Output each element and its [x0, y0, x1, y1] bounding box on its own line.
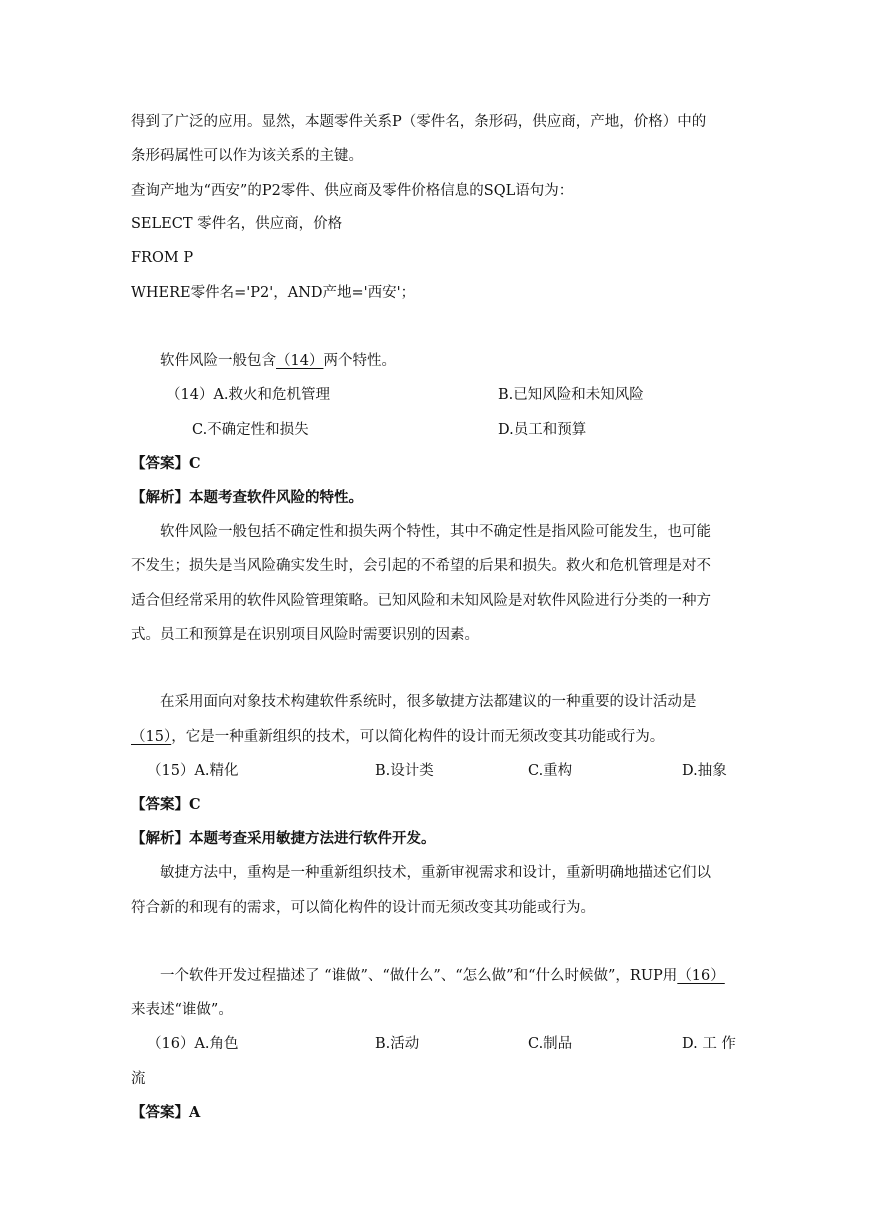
q16-option-c: C.制品: [528, 1036, 573, 1052]
q16-option-d: D. 工 作: [682, 1036, 736, 1052]
q15-option-c: C.重构: [528, 763, 573, 779]
q14-stem: [160, 351, 396, 371]
q14-analysis-line-3: 适合但经常采用的软件风险管理策略。已知风险和未知风险是对软件风险进行分类的一种方: [131, 593, 711, 609]
q14-analysis-title: 【解析】本题考查软件风险的特性。: [131, 489, 363, 506]
q15-option-a: （15）A.精化: [147, 763, 239, 779]
sql-where: WHERE零件名='P2'，AND产地='西安'；: [131, 285, 416, 301]
q15-option-b: B.设计类: [375, 763, 434, 779]
q16-option-a: （16）A.角色: [147, 1036, 239, 1052]
q15-stem-line-1: 在采用面向对象技术构建软件系统时，很多敏捷方法都建议的一种重要的设计活动是: [160, 694, 697, 710]
intro-line-1: 得到了广泛的应用。显然，本题零件关系P（零件名，条形码，供应商，产地，价格）中的: [131, 114, 707, 130]
sql-select: SELECT 零件名，供应商，价格: [131, 216, 343, 232]
q16-stem-line-1: [160, 966, 725, 986]
q16-stem-pre: 一个软件开发过程描述了 “谁做”、“做什么”、“怎么做”和“什么时候做”，RUP用: [160, 968, 678, 984]
q15-option-d: D.抽象: [682, 763, 727, 779]
q14-option-c: C.不确定性和损失: [192, 422, 309, 438]
q16-answer: 【答案】A: [131, 1104, 201, 1121]
q15-stem-post: ，它是一种重新组织的技术，可以简化构件的设计而无须改变其功能或行为。: [171, 729, 665, 745]
q16-option-b: B.活动: [375, 1036, 420, 1052]
q14-option-b: B.已知风险和未知风险: [498, 387, 644, 403]
q16-option-d-wrap: 流: [131, 1071, 146, 1087]
q14-blank: （14）: [276, 353, 324, 369]
q14-answer: 【答案】C: [131, 455, 201, 472]
q14-analysis-line-2: 不发生；损失是当风险确实发生时，会引起的不希望的后果和损失。救火和危机管理是对不: [131, 558, 711, 574]
sql-from: FROM P: [131, 250, 194, 266]
q14-option-a: （14）A.救火和危机管理: [166, 387, 331, 403]
q15-analysis-line-2: 符合新的和现有的需求，可以简化构件的设计而无须改变其功能或行为。: [131, 900, 595, 916]
q15-answer: 【答案】C: [131, 796, 201, 813]
q14-stem-post: 两个特性。: [323, 353, 396, 369]
q14-stem-pre: 软件风险一般包含: [160, 353, 276, 369]
q14-analysis-line-4: 式。员工和预算是在识别项目风险时需要识别的因素。: [131, 627, 479, 643]
q15-stem-line-2: [131, 727, 664, 747]
q15-blank: （15）: [131, 729, 172, 745]
q14-analysis-line-1: 软件风险一般包括不确定性和损失两个特性，其中不确定性是指风险可能发生，也可能: [160, 524, 711, 540]
q15-analysis-title: 【解析】本题考查采用敏捷方法进行软件开发。: [131, 830, 436, 847]
q16-blank: （16）: [677, 968, 725, 984]
intro-line-3: 查询产地为“西安”的P2零件、供应商及零件价格信息的SQL语句为：: [131, 183, 574, 199]
intro-line-2: 条形码属性可以作为该关系的主键。: [131, 148, 363, 164]
q15-analysis-line-1: 敏捷方法中，重构是一种重新组织技术，重新审视需求和设计，重新明确地描述它们以: [160, 865, 711, 881]
q16-stem-line-2: 来表述“谁做”。: [131, 1002, 233, 1018]
q14-option-d: D.员工和预算: [498, 422, 587, 438]
